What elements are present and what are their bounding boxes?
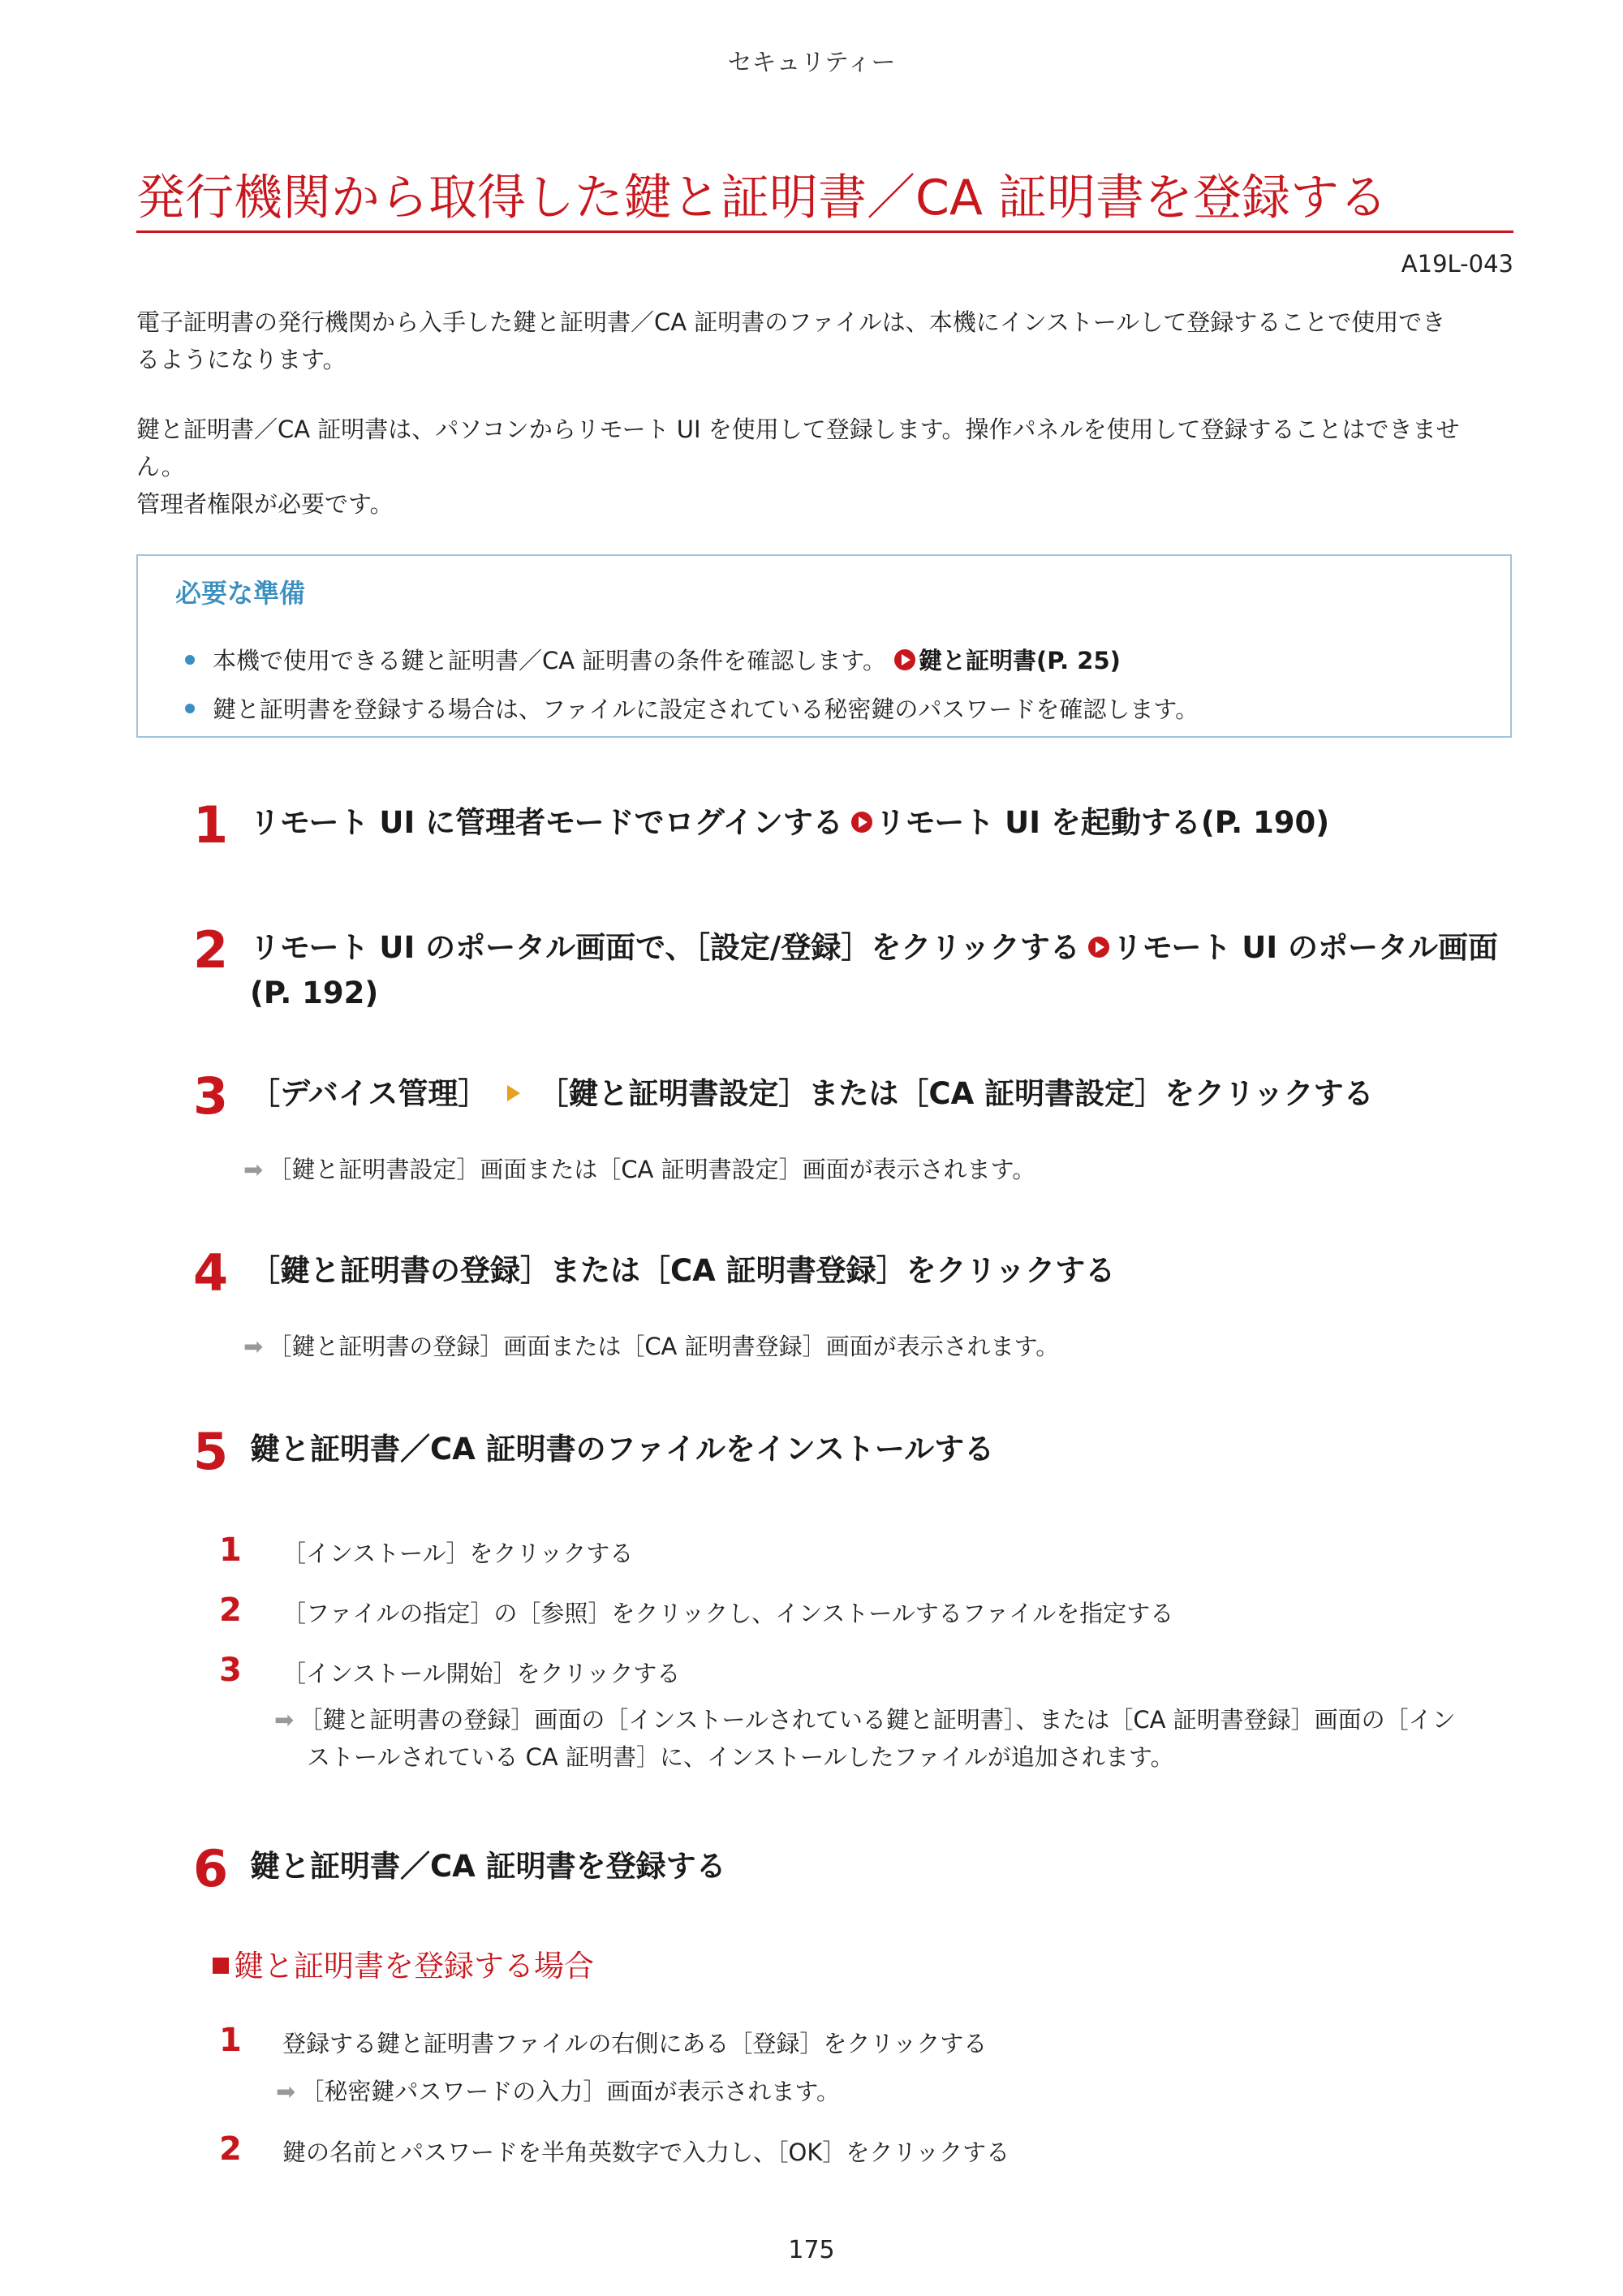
step-instruction: ［鍵と証明書設定］または［CA 証明書設定］をクリックする [538, 1076, 1374, 1111]
substep-number: 1 [219, 2022, 242, 2059]
intro-p2-line2: ん。 [136, 453, 185, 480]
substep-result [276, 2073, 840, 2110]
step-number: 1 [193, 795, 229, 855]
step-4-text: ［鍵と証明書の登録］または［CA 証明書登録］をクリックする [250, 1253, 1116, 1288]
substep-text: 登録する鍵と証明書ファイルの右側にある［登録］をクリックする [282, 2030, 988, 2057]
step-3-text [250, 1071, 1374, 1117]
step-1-text [250, 800, 1329, 846]
prep-item-text: 鍵と証明書を登録する場合は、ファイルに設定されている秘密鍵のパスワードを確認します。 [213, 696, 1199, 723]
substep-text: ［インストール開始］をクリックする [282, 1660, 681, 1687]
bullet-icon [185, 704, 195, 713]
section-heading-text: 鍵と証明書を登録する場合 [234, 1949, 594, 1984]
prep-item-1 [185, 643, 1121, 676]
link-arrow-icon[interactable] [851, 812, 872, 833]
substep-number: 2 [219, 1592, 242, 1629]
link-start-remote-ui[interactable]: リモート UI を起動する(P. 190) [875, 805, 1330, 840]
substep-number: 2 [219, 2130, 242, 2168]
page-title: 発行機関から取得した鍵と証明書／CA 証明書を登録する [136, 170, 1388, 226]
step-3-result [243, 1151, 1035, 1188]
step-number: 3 [193, 1066, 229, 1126]
prep-item-text: 本機で使用できる鍵と証明書／CA 証明書の条件を確認します。 [213, 647, 886, 674]
step-4-result [243, 1328, 1059, 1365]
substep-text: 鍵の名前とパスワードを半角英数字で入力し、［OK］をクリックする [282, 2139, 1010, 2166]
step-5-text: 鍵と証明書／CA 証明書のファイルをインストールする [250, 1432, 995, 1467]
substep-number: 1 [219, 1531, 242, 1569]
result-text: ［秘密鍵パスワードの入力］画面が表示されます。 [300, 2078, 840, 2105]
substep-number: 3 [219, 1652, 242, 1689]
result-text-line2: ストールされている CA 証明書］に、インストールしたファイルが追加されます。 [307, 1743, 1174, 1771]
title-underline [136, 230, 1513, 233]
result-text: ［鍵と証明書の登録］画面または［CA 証明書登録］画面が表示されます。 [268, 1333, 1060, 1360]
step-2-text [250, 925, 1498, 1016]
intro-paragraph-1 [136, 304, 1516, 378]
step-number: 4 [193, 1243, 229, 1303]
intro-p1-line2: るようになります。 [136, 346, 347, 373]
running-header: セキュリティー [727, 49, 896, 77]
step-number: 5 [193, 1422, 229, 1481]
section-heading [213, 1941, 594, 1985]
intro-paragraph-2 [136, 411, 1516, 523]
step-number: 2 [193, 920, 229, 980]
step-instruction: ［デバイス管理］ [250, 1076, 489, 1111]
preparation-title: 必要な準備 [175, 578, 306, 609]
result-arrow-icon: ➡ [276, 2078, 296, 2105]
square-bullet-icon [213, 1958, 229, 1974]
step-instruction: リモート UI のポータル画面で、［設定/登録］をクリックする [250, 930, 1080, 965]
substep-text: ［ファイルの指定］の［参照］をクリックし、インストールするファイルを指定する [282, 1600, 1174, 1627]
link-arrow-icon[interactable] [894, 649, 915, 670]
document-id: A19L-043 [1401, 250, 1513, 278]
substep-3-result [274, 1701, 1456, 1776]
menu-path-arrow-icon [507, 1085, 520, 1101]
step-6-text: 鍵と証明書／CA 証明書を登録する [250, 1849, 726, 1884]
page-number: 175 [788, 2236, 835, 2264]
link-portal-page[interactable]: リモート UI のポータル画面 [1112, 930, 1498, 965]
link-arrow-icon[interactable] [1088, 937, 1109, 958]
bullet-icon [185, 655, 195, 665]
step-instruction: リモート UI に管理者モードでログインする [250, 805, 843, 840]
result-text: ［鍵と証明書設定］画面または［CA 証明書設定］画面が表示されます。 [268, 1156, 1036, 1183]
link-keys-and-certificates[interactable]: 鍵と証明書(P. 25) [919, 647, 1121, 674]
prep-item-2 [185, 691, 1199, 725]
substep-text: ［インストール］をクリックする [282, 1540, 634, 1567]
result-arrow-icon: ➡ [274, 1706, 295, 1734]
result-text: ［鍵と証明書の登録］画面の［インストールされている鍵と証明書］、または［CA 証明書登録］画面の［イン [299, 1706, 1456, 1734]
result-arrow-icon: ➡ [243, 1156, 264, 1183]
step-number: 6 [193, 1839, 229, 1898]
result-arrow-icon: ➡ [243, 1333, 264, 1360]
intro-p2-line1: 鍵と証明書／CA 証明書は、パソコンからリモート UI を使用して登録します。操作パネルを使用して登録することはできませ [136, 416, 1460, 443]
intro-p2-line3: 管理者権限が必要です。 [136, 490, 394, 518]
intro-p1-line1: 電子証明書の発行機関から入手した鍵と証明書／CA 証明書のファイルは、本機にインストールして登録することで使用でき [136, 308, 1446, 336]
link-portal-page-ref[interactable]: (P. 192) [250, 976, 379, 1010]
